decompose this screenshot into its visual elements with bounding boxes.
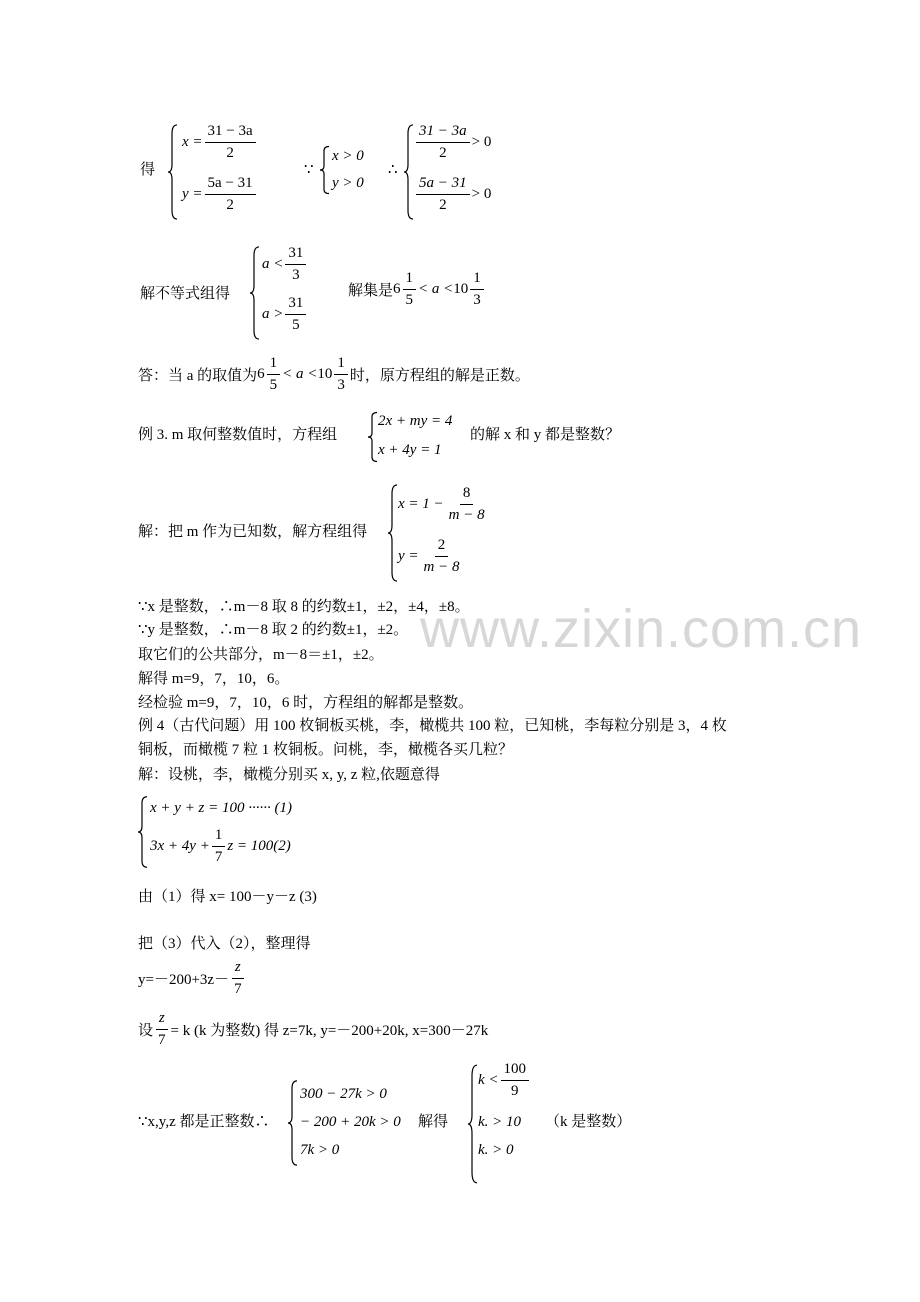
brace-icon bbox=[288, 1080, 298, 1166]
brace-icon bbox=[468, 1064, 478, 1184]
final-pre: ∵x,y,z 都是正整数∴ bbox=[138, 1114, 270, 1130]
eq-y-num: 5a − 31 bbox=[205, 176, 256, 195]
a-gt bbox=[262, 296, 308, 333]
step4-num: z bbox=[156, 1011, 168, 1030]
hi-whole: 10 bbox=[453, 281, 469, 297]
brace-icon bbox=[250, 246, 260, 340]
text-line: 解得 m=9，7，10，6。 bbox=[138, 671, 290, 687]
sol3-x-num: 8 bbox=[460, 486, 474, 505]
final-ineq3: 7k > 0 bbox=[300, 1142, 340, 1158]
final-ineq1: 300 − 27k > 0 bbox=[300, 1086, 387, 1102]
a-lt-num: 31 bbox=[285, 246, 306, 265]
ex3-eq1: 2x + my = 4 bbox=[378, 413, 453, 429]
cond-x: x > 0 bbox=[332, 148, 364, 164]
text-line: 取它们的公共部分，m－8＝±1，±2。 bbox=[138, 647, 384, 663]
ans-lo-whole: 6 bbox=[257, 366, 265, 382]
sol3-y bbox=[398, 538, 465, 575]
final-r3: k. > 0 bbox=[478, 1142, 514, 1158]
step3-den: 7 bbox=[234, 981, 242, 997]
text-line: 解：设桃，李，橄榄分别买 x, y, z 粒,依题意得 bbox=[138, 767, 440, 783]
sol3-x-den: m − 8 bbox=[448, 507, 485, 523]
text-line: 例 4（古代问题）用 100 枚铜板买桃，李，橄榄共 100 粒，已知桃，李每粒分别是 3，4 枚 bbox=[138, 718, 727, 734]
ineq-2-rhs: > 0 bbox=[471, 186, 492, 202]
a-gt-den: 5 bbox=[292, 317, 300, 333]
ex3-pre: 例 3. m 取何整数值时，方程组 bbox=[138, 427, 338, 443]
text-line: 铜板，而橄榄 7 粒 1 枚铜板。问桃，李，橄榄各买几粒？ bbox=[138, 742, 514, 758]
a-gt-num: 31 bbox=[285, 296, 306, 315]
ineq-1 bbox=[414, 124, 491, 161]
step4-pre: 设 bbox=[138, 1023, 154, 1039]
text-line: ∵x 是整数，∴m－8 取 8 的约数±1，±2，±4，±8。 bbox=[138, 599, 470, 615]
final-r1 bbox=[478, 1062, 531, 1099]
block2-lead: 解不等式组得 bbox=[140, 286, 231, 302]
ex3-post: 的解 x 和 y 都是整数？ bbox=[470, 427, 621, 443]
final-r1-num: 100 bbox=[501, 1062, 530, 1081]
step4-post: = k (k 为整数) 得 z=7k, y=－200+20k, x=300－27k bbox=[170, 1023, 489, 1039]
ans-hi-den: 3 bbox=[337, 377, 345, 393]
text-line: ∵y 是整数，∴m－8 取 2 的约数±1，±2。 bbox=[138, 622, 409, 638]
ineq-2 bbox=[414, 176, 491, 213]
a-lt bbox=[262, 246, 308, 283]
eq-y-frac bbox=[205, 176, 256, 213]
a-lt-lhs: a < bbox=[262, 256, 284, 272]
eq-x-den: 2 bbox=[226, 145, 234, 161]
brace-icon bbox=[168, 124, 178, 220]
final-mid: 解得 bbox=[418, 1114, 449, 1130]
step3-pre: y=－200+3z－ bbox=[138, 972, 230, 988]
ineq-2-den: 2 bbox=[439, 197, 447, 213]
ans-lo-num: 1 bbox=[267, 356, 281, 375]
sol3-x bbox=[398, 486, 490, 523]
hi-den: 3 bbox=[473, 292, 481, 308]
a-lt-den: 3 bbox=[292, 267, 300, 283]
ans-lo-den: 5 bbox=[269, 377, 278, 393]
eq-x-lhs: x = bbox=[182, 134, 203, 150]
sol3-y-den: m − 8 bbox=[423, 559, 460, 575]
eq-y-den: 2 bbox=[226, 197, 234, 213]
answer-pre: 答：当 a 的取值为 bbox=[138, 368, 258, 384]
step4-den: 7 bbox=[158, 1032, 166, 1048]
ans-hi-whole: 10 bbox=[317, 366, 333, 382]
eq-x-frac bbox=[205, 124, 256, 161]
mid: < a < bbox=[418, 281, 454, 297]
answer-post: 时，原方程组的解是正数。 bbox=[349, 368, 530, 384]
sys4-eq2-post: z = 100(2) bbox=[227, 838, 291, 854]
sys4-eq2-den: 7 bbox=[214, 849, 223, 865]
sol3-y-lhs: y = bbox=[398, 548, 419, 564]
sys4-eq2-pre: 3x + 4y + bbox=[150, 838, 210, 854]
step-4 bbox=[138, 1011, 488, 1048]
ex3-eq2: x + 4y = 1 bbox=[378, 442, 442, 458]
sys4-eq1: x + y + z = 100 ······ (1) bbox=[150, 800, 293, 816]
final-r2: k. > 10 bbox=[478, 1114, 522, 1130]
sol3-y-num: 2 bbox=[435, 538, 449, 557]
ineq-1-rhs: > 0 bbox=[471, 134, 492, 150]
final-note: （k 是整数） bbox=[545, 1114, 632, 1130]
lo-den: 5 bbox=[405, 292, 414, 308]
solution-set bbox=[348, 271, 486, 308]
sys4-eq2 bbox=[150, 828, 291, 865]
eq-x bbox=[182, 124, 258, 161]
brace-icon bbox=[368, 412, 378, 462]
final-ineq2: − 200 + 20k > 0 bbox=[300, 1114, 401, 1130]
lo-whole: 6 bbox=[393, 281, 401, 297]
step-1: 由（1）得 x= 100－y－z (3) bbox=[138, 889, 317, 905]
step-3 bbox=[138, 960, 247, 997]
final-r1-lhs: k < bbox=[478, 1072, 499, 1088]
cond-y: y > 0 bbox=[332, 175, 364, 191]
text-line: 经检验 m=9，7，10，6 时，方程组的解都是整数。 bbox=[138, 695, 474, 711]
watermark: www.zixin.com.cn bbox=[420, 599, 863, 659]
ineq-1-num: 31 − 3a bbox=[416, 124, 470, 143]
eq-y-lhs: y = bbox=[182, 186, 203, 202]
sys4-eq2-num: 1 bbox=[212, 828, 226, 847]
final-r1-den: 9 bbox=[511, 1083, 519, 1099]
answer-1 bbox=[138, 356, 530, 393]
step-2: 把（3）代入（2），整理得 bbox=[138, 936, 311, 952]
ineq-2-num: 5a − 31 bbox=[416, 176, 470, 195]
ans-mid: < a < bbox=[282, 366, 318, 382]
ans-hi-num: 1 bbox=[334, 356, 348, 375]
eq-y bbox=[182, 176, 258, 213]
brace-icon bbox=[388, 484, 398, 582]
eq-x-num: 31 − 3a bbox=[205, 124, 256, 143]
because-symbol: ∵ bbox=[304, 162, 314, 178]
brace-icon bbox=[138, 796, 148, 868]
therefore-symbol: ∴ bbox=[388, 162, 398, 178]
step3-num: z bbox=[232, 960, 244, 979]
solset-label: 解集是 bbox=[348, 283, 394, 299]
block1-lead: 得 bbox=[140, 162, 156, 178]
ineq-1-den: 2 bbox=[439, 145, 447, 161]
lo-num: 1 bbox=[403, 271, 417, 290]
a-gt-lhs: a > bbox=[262, 306, 284, 322]
sol3-pre: 解：把 m 作为已知数，解方程组得 bbox=[138, 524, 368, 540]
brace-icon bbox=[404, 124, 414, 220]
brace-icon bbox=[320, 146, 330, 194]
sol3-x-lhs: x = 1 − bbox=[398, 496, 444, 512]
hi-num: 1 bbox=[470, 271, 484, 290]
